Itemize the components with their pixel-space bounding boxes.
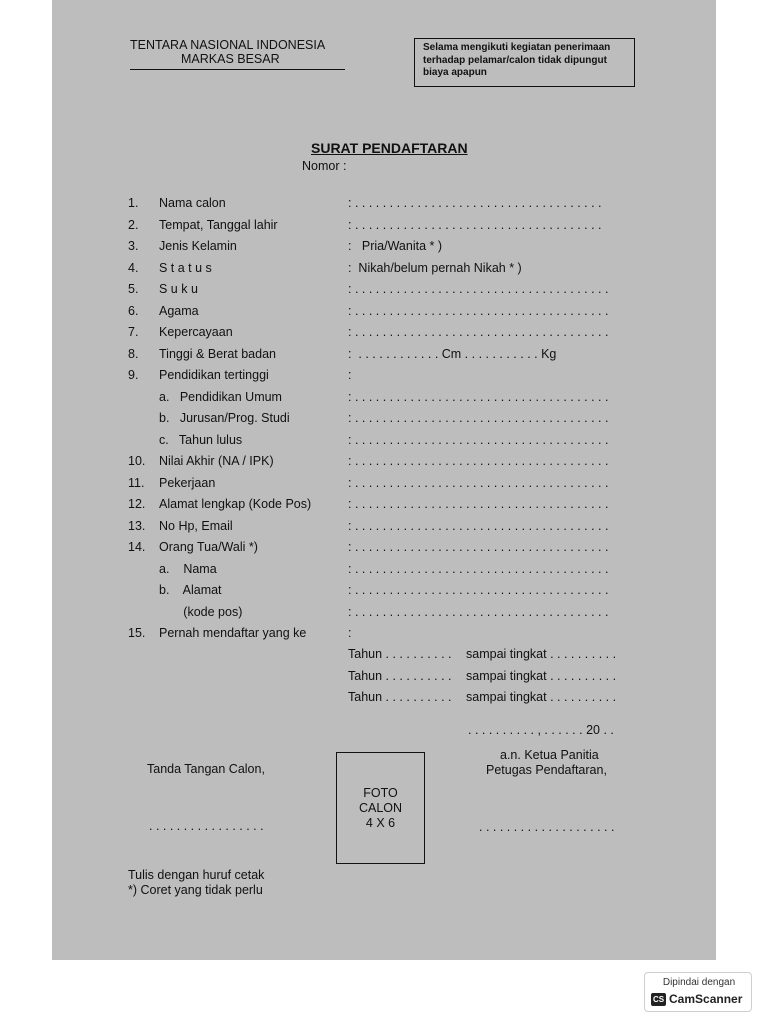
field-label: Kepercayaan [159, 325, 233, 339]
field-value-line[interactable]: : . . . . . . . . . . . . . . . . . . . . . . . . . . . . . . . . . . . . . [348, 282, 609, 296]
field-label: Jenis Kelamin [159, 239, 237, 253]
org-name: TENTARA NASIONAL INDONESIA [130, 38, 326, 52]
field-number: 12. [128, 497, 146, 511]
field-value-line[interactable]: : . . . . . . . . . . . . . . . . . . . . . . . . . . . . . . . . . . . . . [348, 497, 609, 511]
field-label: (kode pos) [159, 604, 243, 619]
notice-text: Selama mengikuti kegiatan penerimaan terhadap pelamar/calon tidak dipungut biaya apapun [423, 42, 611, 78]
officer-label: Petugas Pendaftaran, [486, 763, 607, 777]
field-label: Nama calon [159, 196, 226, 210]
field-value-line[interactable]: : [348, 368, 352, 382]
field-value-line[interactable]: : Pria/Wanita * ) [348, 239, 443, 253]
field-value-line[interactable]: : . . . . . . . . . . . . . . . . . . . . . . . . . . . . . . . . . . . . . [348, 540, 609, 554]
field-value-line[interactable]: : . . . . . . . . . . . . . . . . . . . . . . . . . . . . . . . . . . . . . [348, 432, 609, 447]
field-value-line[interactable]: : . . . . . . . . . . . . . . . . . . . . . . . . . . . . . . . . . . . . . [348, 475, 609, 490]
field-label: S u k u [159, 282, 198, 296]
field-label: a. Nama [159, 561, 217, 576]
committee-label: a.n. Ketua Panitia [500, 748, 599, 762]
document-title: SURAT PENDAFTARAN [311, 140, 468, 156]
field-value-line[interactable]: : . . . . . . . . . . . . . . . . . . . . . . . . . . . . . . . . . . . . . [348, 454, 609, 468]
field-value-line[interactable]: : . . . . . . . . . . . . . . . . . . . . . . . . . . . . . . . . . . . . [348, 196, 602, 210]
history-level[interactable]: sampai tingkat . . . . . . . . . . [466, 668, 617, 683]
photo-placeholder [336, 752, 425, 864]
field-label: Tempat, Tanggal lahir [159, 217, 278, 232]
field-label: Agama [159, 303, 199, 318]
field-label: No Hp, Email [159, 518, 233, 533]
field-number: 7. [128, 325, 139, 339]
field-number: 3. [128, 239, 139, 253]
camscanner-name: CamScanner [669, 992, 743, 1006]
field-number: 9. [128, 368, 139, 382]
field-label: S t a t u s [159, 260, 212, 275]
history-level[interactable]: sampai tingkat . . . . . . . . . . [466, 647, 617, 661]
field-number: 1. [128, 196, 139, 210]
footer-note-2: *) Coret yang tidak perlu [128, 883, 263, 897]
field-number: 10. [128, 454, 146, 468]
field-label: b. Jurusan/Prog. Studi [159, 411, 290, 425]
field-label: Nilai Akhir (NA / IPK) [159, 454, 274, 468]
field-value-line[interactable]: : . . . . . . . . . . . . . . . . . . . . . . . . . . . . . . . . . . . . . [348, 518, 609, 533]
field-value-line[interactable]: : [348, 626, 352, 640]
field-number: 13. [128, 518, 146, 533]
history-year[interactable]: Tahun . . . . . . . . . . [348, 647, 452, 661]
history-year[interactable]: Tahun . . . . . . . . . . [348, 690, 452, 704]
field-value-line[interactable]: : . . . . . . . . . . . . . . . . . . . . . . . . . . . . . . . . . . . . . [348, 561, 609, 576]
field-label: Tinggi & Berat badan [159, 346, 276, 361]
field-number: 4. [128, 260, 139, 275]
history-level[interactable]: sampai tingkat . . . . . . . . . . [466, 690, 617, 704]
photo-label-2: CALON [358, 800, 403, 815]
candidate-signature-line: . . . . . . . . . . . . . . . . . [149, 819, 264, 833]
scanned-with-label: Dipindai dengan [662, 977, 736, 988]
field-label: Pekerjaan [159, 475, 216, 490]
field-number: 5. [128, 282, 139, 296]
notice-box [414, 38, 635, 87]
date-line: . . . . . . . . . . , . . . . . . 20 . . [468, 723, 614, 737]
candidate-signature-label: Tanda Tangan Calon, [147, 762, 265, 776]
field-value-line[interactable]: : . . . . . . . . . . . . . . . . . . . . . . . . . . . . . . . . . . . . . [348, 303, 609, 318]
field-value-line[interactable]: : . . . . . . . . . . . . . . . . . . . . . . . . . . . . . . . . . . . . . [348, 583, 609, 597]
camscanner-badge [644, 972, 752, 1012]
field-number: 15. [128, 626, 146, 640]
header-underline [130, 69, 345, 70]
field-number: 14. [128, 540, 146, 554]
field-value-line[interactable]: : . . . . . . . . . . . . . . . . . . . . . . . . . . . . . . . . . . . . . [348, 325, 609, 339]
field-label: Alamat lengkap (Kode Pos) [159, 497, 312, 511]
field-value-line[interactable]: : . . . . . . . . . . . . Cm . . . . . . . . . . . Kg [348, 346, 557, 361]
field-value-line[interactable]: : . . . . . . . . . . . . . . . . . . . . . . . . . . . . . . . . . . . . . [348, 411, 609, 425]
photo-size: 4 X 6 [365, 815, 396, 830]
photo-label: FOTO [363, 785, 398, 800]
field-label: Pernah mendaftar yang ke [159, 626, 307, 640]
field-label: Pendidikan tertinggi [159, 368, 269, 382]
field-value-line[interactable]: : . . . . . . . . . . . . . . . . . . . . . . . . . . . . . . . . . . . . . [348, 604, 609, 619]
field-label: Orang Tua/Wali *) [159, 540, 258, 554]
field-number: 11. [128, 475, 145, 490]
field-number: 6. [128, 303, 139, 318]
history-year[interactable]: Tahun . . . . . . . . . . [348, 668, 452, 683]
camscanner-logo-icon: CS [652, 995, 665, 1004]
field-value-line[interactable]: : . . . . . . . . . . . . . . . . . . . . . . . . . . . . . . . . . . . . [348, 217, 602, 232]
field-label: c. Tahun lulus [159, 432, 243, 447]
field-label: b. Alamat [159, 583, 222, 597]
field-number: 2. [128, 217, 139, 232]
field-value-line[interactable]: : . . . . . . . . . . . . . . . . . . . . . . . . . . . . . . . . . . . . . [348, 389, 609, 404]
nomor-label: Nomor : [302, 159, 347, 173]
footer-note-1: Tulis dengan huruf cetak [128, 868, 265, 882]
officer-signature-line: . . . . . . . . . . . . . . . . . . . . [479, 820, 615, 834]
field-number: 8. [128, 346, 139, 361]
field-label: a. Pendidikan Umum [159, 389, 282, 404]
org-subname: MARKAS BESAR [181, 52, 280, 66]
field-value-line[interactable]: : Nikah/belum pernah Nikah * ) [348, 260, 522, 275]
